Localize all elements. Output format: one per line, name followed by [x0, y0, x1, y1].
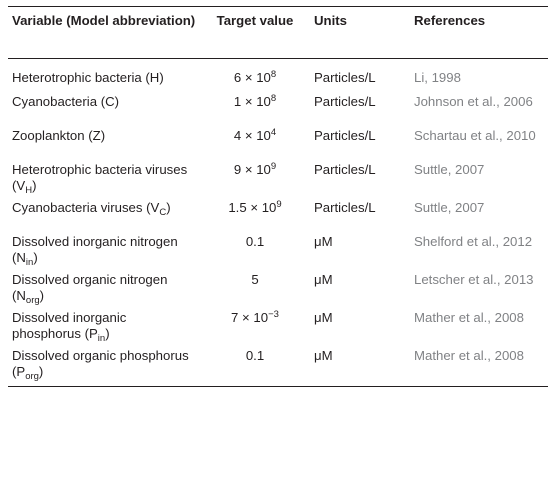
cell-units: Particles/L — [314, 127, 376, 143]
cell-units: μM — [314, 309, 333, 325]
cell-target-value — [200, 197, 310, 231]
target-value-base: 1 × 10 — [233, 93, 271, 109]
cell-units: Particles/L — [314, 161, 376, 177]
cell-reference: Letscher et al., 2013 — [414, 271, 534, 287]
cell-variable — [8, 159, 200, 197]
variable-subscript: org — [25, 370, 39, 382]
cell-target-value — [200, 159, 310, 197]
cell-reference: Suttle, 2007 — [414, 199, 485, 215]
variable-subscript: org — [25, 294, 40, 306]
cell-units: μM — [310, 345, 410, 387]
variable-name: Heterotrophic bacteria (H) — [12, 69, 164, 85]
header-variable: Variable (Model abbreviation) — [8, 7, 200, 59]
cell-reference: Li, 1998 — [414, 69, 461, 85]
cell-variable — [8, 269, 200, 307]
table-row — [8, 125, 548, 159]
table-row — [8, 67, 548, 91]
target-value-exponent: −3 — [268, 308, 279, 320]
target-value-base: 4 × 10 — [233, 127, 271, 143]
target-value-base: 0.1 — [245, 233, 265, 249]
data-table-container — [8, 6, 548, 387]
target-value-base: 0.1 — [245, 347, 265, 363]
variable-name: Cyanobacteria (C) — [12, 93, 120, 109]
variable-name: Dissolved inorganic phosphorus (P — [12, 309, 127, 341]
variable-subscript: in — [97, 332, 106, 344]
cell-units: μM — [314, 233, 333, 249]
cell-target-value — [200, 345, 310, 387]
variable-closing: ) — [33, 249, 38, 265]
variable-subscript: H — [25, 184, 33, 196]
cell-reference: Shelford et al., 2012 — [414, 233, 533, 249]
cell-variable — [8, 231, 200, 269]
cell-target-value — [200, 307, 310, 345]
target-value-exponent: 9 — [270, 160, 277, 172]
variable-closing: ) — [39, 287, 45, 303]
variable-name: Dissolved inorganic nitrogen (N — [12, 233, 178, 265]
table-row — [8, 345, 548, 387]
cell-target-value — [200, 269, 310, 307]
table-row — [8, 159, 548, 197]
cell-target-value — [200, 231, 310, 269]
cell-units: Particles/L — [314, 199, 376, 215]
cell-units: μM — [314, 271, 333, 287]
target-value-base: 1.5 × 10 — [228, 199, 277, 215]
cell-reference: Mather et al., 2008 — [410, 345, 548, 387]
cell-reference: Mather et al., 2008 — [414, 309, 524, 325]
cell-variable — [8, 125, 200, 159]
cell-reference: Schartau et al., 2010 — [414, 127, 536, 143]
variable-name: Dissolved organic nitrogen (N — [12, 271, 168, 303]
table-row — [8, 197, 548, 231]
cell-variable — [8, 307, 200, 345]
variable-subscript: in — [25, 256, 34, 268]
header-row — [8, 7, 548, 59]
variable-name: Cyanobacteria viruses (V — [12, 199, 160, 215]
target-value-base: 9 × 10 — [233, 161, 271, 177]
cell-units: Particles/L — [314, 69, 376, 85]
cell-variable — [8, 91, 200, 125]
spacer-row — [8, 59, 548, 67]
variable-name: Heterotrophic bacteria viruses (V — [12, 161, 188, 193]
cell-target-value — [200, 91, 310, 125]
cell-target-value — [200, 67, 310, 91]
variable-closing: ) — [38, 363, 44, 379]
target-value-exponent: 9 — [276, 198, 282, 210]
table-header — [8, 7, 548, 59]
cell-variable — [8, 197, 200, 231]
target-value-exponent: 4 — [270, 126, 277, 138]
variable-subscript: C — [159, 206, 167, 218]
variable-name: Dissolved organic phosphorus (P — [12, 347, 189, 379]
variable-closing: ) — [32, 177, 37, 193]
cell-variable — [8, 345, 200, 387]
cell-variable — [8, 67, 200, 91]
table-row — [8, 307, 548, 345]
header-target-value: Target value — [200, 7, 310, 59]
variable-closing: ) — [166, 199, 171, 215]
cell-units: Particles/L — [314, 93, 376, 109]
target-values-table — [8, 6, 548, 387]
variable-name: Zooplankton (Z) — [12, 127, 106, 143]
header-units: Units — [310, 7, 410, 59]
table-row — [8, 231, 548, 269]
cell-reference: Johnson et al., 2006 — [414, 93, 533, 109]
target-value-exponent: 8 — [270, 92, 277, 104]
variable-closing: ) — [105, 325, 110, 341]
cell-reference: Suttle, 2007 — [414, 161, 485, 177]
table-row — [8, 91, 548, 125]
target-value-base: 5 — [251, 271, 259, 287]
table-body — [8, 59, 548, 387]
header-references: References — [410, 7, 548, 59]
target-value-base: 6 × 10 — [233, 69, 271, 85]
target-value-base: 7 × 10 — [231, 309, 269, 325]
cell-target-value — [200, 125, 310, 159]
target-value-exponent: 8 — [270, 68, 277, 80]
table-row — [8, 269, 548, 307]
